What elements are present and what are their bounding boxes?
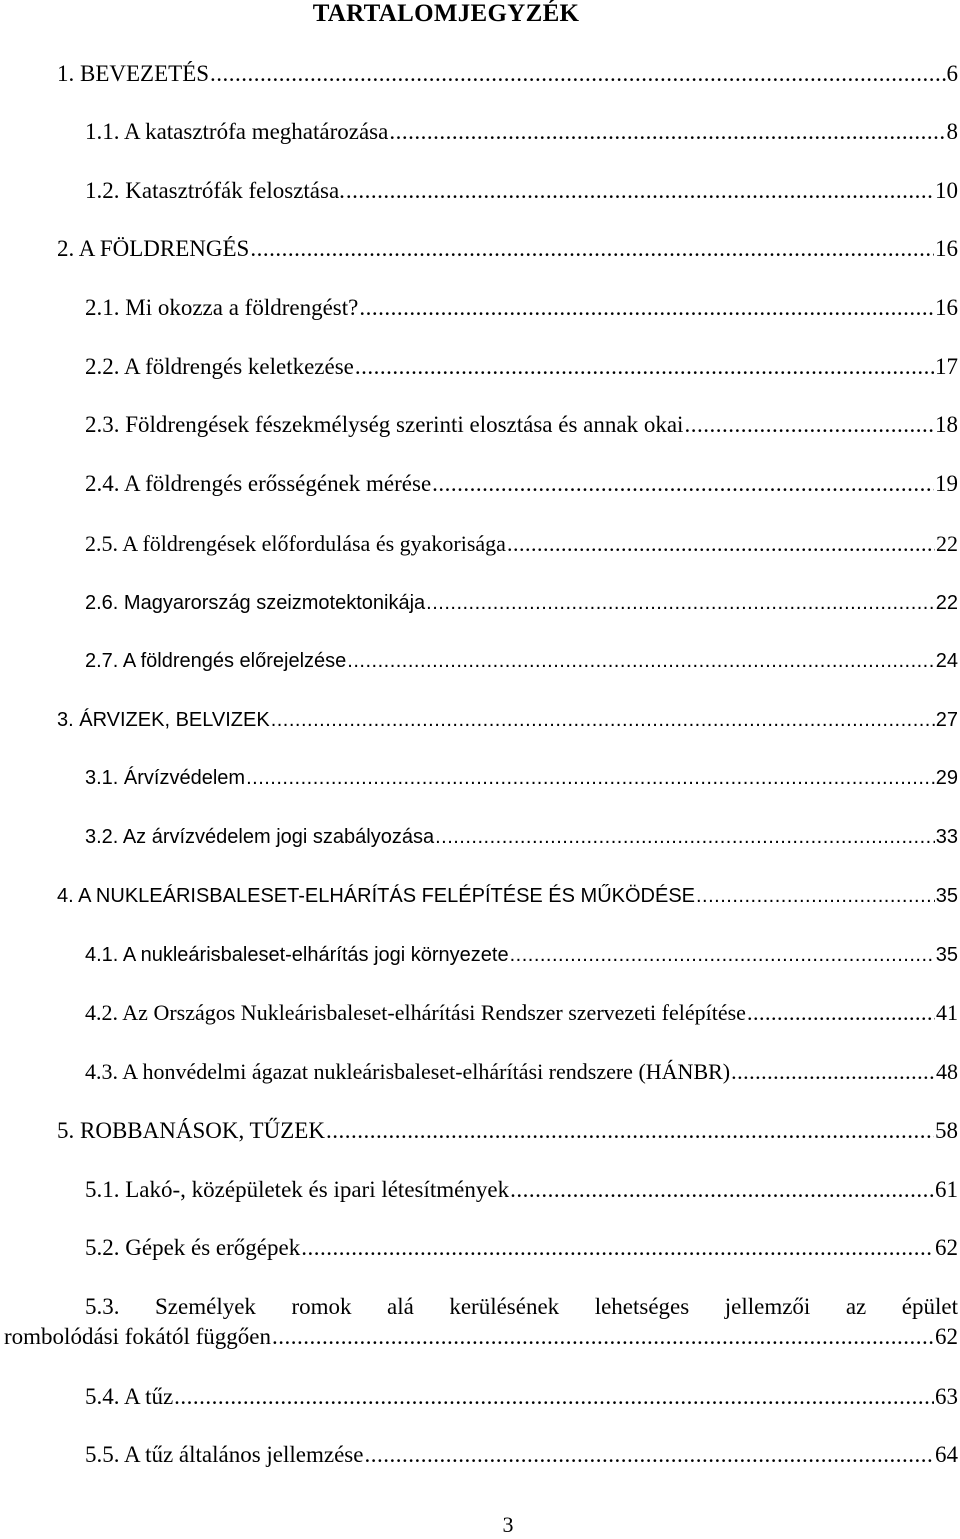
dot-leader xyxy=(364,1438,934,1472)
toc-entry-label: 3. ÁRVIZEK, BELVIZEK xyxy=(57,709,270,731)
dot-leader xyxy=(326,1114,934,1148)
toc-entry-3-2[interactable] xyxy=(85,820,958,854)
toc-entry-2-1[interactable] xyxy=(85,291,958,325)
toc-entry-5-4[interactable] xyxy=(85,1380,958,1414)
dot-leader xyxy=(507,527,935,561)
toc-entry-label: 2.7. A földrengés előrejelzése xyxy=(85,650,347,672)
toc-entry-3[interactable] xyxy=(57,703,958,737)
toc-entry-5-3-line2[interactable] xyxy=(4,1320,958,1354)
dot-leader xyxy=(684,408,934,442)
toc-entry-2-3[interactable] xyxy=(85,408,958,442)
toc-entry-1-1[interactable] xyxy=(85,115,958,149)
dot-leader xyxy=(250,232,934,266)
dot-leader xyxy=(432,467,934,501)
toc-entry-3-1[interactable] xyxy=(85,761,958,795)
toc-entry-label: 1.1. A katasztrófa meghatározása xyxy=(85,119,389,144)
toc-entry-4-3[interactable] xyxy=(85,1055,958,1089)
toc-entry-label: 2.2. A földrengés keletkezése xyxy=(85,354,354,379)
toc-entry-label: 2. A FÖLDRENGÉS xyxy=(57,236,250,261)
toc-entry-page: 64 xyxy=(935,1442,958,1467)
toc-entry-label: 5.2. Gépek és erőgépek xyxy=(85,1235,301,1260)
toc-entry-page: 19 xyxy=(935,471,958,496)
toc-entry-page: 35 xyxy=(935,944,958,966)
toc-entry-page: 35 xyxy=(935,885,958,907)
toc-entry-5-3-line1[interactable] xyxy=(85,1290,958,1324)
toc-entry-2-6[interactable] xyxy=(85,586,958,620)
dot-leader xyxy=(346,174,934,208)
toc-entry-page: 8 xyxy=(946,119,958,144)
toc-entry-2-4[interactable] xyxy=(85,467,958,501)
toc-entry-1-2[interactable] xyxy=(85,174,958,208)
toc-entry-word: Személyek xyxy=(155,1294,256,1319)
dot-leader xyxy=(389,115,945,149)
dot-leader xyxy=(510,938,935,972)
dot-leader xyxy=(426,586,935,620)
toc-entry-4[interactable] xyxy=(57,879,958,913)
toc-entry-5-2[interactable] xyxy=(85,1231,958,1265)
toc-entry-word: az xyxy=(845,1294,867,1319)
toc-entry-page: 62 xyxy=(935,1324,958,1349)
toc-entry-label: 4.2. Az Országos Nukleárisbaleset-elhárítási Rendszer szervezeti felépítése xyxy=(85,1000,746,1025)
toc-entry-page: 61 xyxy=(935,1177,958,1202)
toc-title: TARTALOMJEGYZÉK xyxy=(312,0,580,27)
dot-leader xyxy=(731,1055,935,1089)
dot-leader xyxy=(355,350,934,384)
toc-entry-label: 2.1. Mi okozza a földrengést? xyxy=(85,295,359,320)
dot-leader xyxy=(246,761,935,795)
toc-entry-4-1[interactable] xyxy=(85,938,958,972)
toc-entry-page: 33 xyxy=(935,826,958,848)
dot-leader xyxy=(210,57,945,91)
toc-entry-page: 18 xyxy=(935,412,958,437)
dot-leader xyxy=(272,1320,934,1354)
toc-entry-word: lehetséges xyxy=(594,1294,690,1319)
toc-entry-5-1[interactable] xyxy=(85,1173,958,1207)
dot-leader xyxy=(174,1380,934,1414)
dot-leader xyxy=(359,291,934,325)
toc-entry-label: 5.5. A tűz általános jellemzése xyxy=(85,1442,364,1467)
toc-entry-label: 4.3. A honvédelmi ágazat nukleárisbaleset-elhárítási rendszere (HÁNBR) xyxy=(85,1059,731,1084)
toc-entry-label: 2.4. A földrengés erősségének mérése xyxy=(85,471,432,496)
toc-entry-word: alá xyxy=(387,1294,414,1319)
toc-entry-page: 24 xyxy=(935,650,958,672)
dot-leader xyxy=(696,879,935,913)
toc-entry-page: 62 xyxy=(935,1235,958,1260)
toc-entry-label: 5. ROBBANÁSOK, TŰZEK xyxy=(57,1118,325,1143)
toc-entry-label: 3.1. Árvízvédelem xyxy=(85,767,246,789)
toc-entry-label: 2.6. Magyarország szeizmotektonikája xyxy=(85,592,426,614)
toc-entry-label: 4. A NUKLEÁRISBALESET-ELHÁRÍTÁS FELÉPÍTÉSE ÉS MŰKÖDÉSE xyxy=(57,885,695,907)
toc-entry-page: 16 xyxy=(935,236,958,261)
toc-entry-5-5[interactable] xyxy=(85,1438,958,1472)
toc-entry-label: 2.5. A földrengések előfordulása és gyakorisága xyxy=(85,531,506,556)
toc-entry-label: rombolódási fokától függően xyxy=(4,1324,272,1349)
toc-entry-page: 10 xyxy=(935,178,958,203)
toc-entry-label: 4.1. A nukleárisbaleset-elhárítás jogi környezete xyxy=(85,944,509,966)
toc-entry-label: 2.3. Földrengések fészekmélység szerinti elosztása és annak okai xyxy=(85,412,684,437)
toc-entry-page: 29 xyxy=(935,767,958,789)
toc-entry-label: 1. BEVEZETÉS xyxy=(57,61,210,86)
dot-leader xyxy=(347,644,934,678)
toc-entry-page: 63 xyxy=(935,1384,958,1409)
toc-entry-5[interactable] xyxy=(57,1114,958,1148)
toc-entry-word: kerülésének xyxy=(449,1294,560,1319)
toc-entry-label: 5.1. Lakó-, középületek és ipari létesítmények xyxy=(85,1177,510,1202)
dot-leader xyxy=(747,996,935,1030)
toc-entry-1[interactable] xyxy=(57,57,958,91)
toc-entry-page: 27 xyxy=(935,709,958,731)
page-number: 3 xyxy=(502,1512,514,1537)
toc-entry-label: 5.4. A tűz xyxy=(85,1384,174,1409)
toc-entry-word: romok xyxy=(291,1294,352,1319)
toc-entry-page: 22 xyxy=(935,592,958,614)
toc-entry-2-5[interactable] xyxy=(85,527,958,561)
toc-entry-2-7[interactable] xyxy=(85,644,958,678)
toc-entry-word: 5.3. xyxy=(85,1294,120,1319)
toc-entry-page: 48 xyxy=(936,1059,958,1084)
toc-entry-page: 16 xyxy=(935,295,958,320)
toc-entry-label: 1.2. Katasztrófák felosztása. xyxy=(85,178,345,203)
toc-entry-label: 3.2. Az árvízvédelem jogi szabályozása xyxy=(85,826,435,848)
toc-entry-4-2[interactable] xyxy=(85,996,958,1030)
toc-entry-page: 58 xyxy=(935,1118,958,1143)
toc-entry-page: 17 xyxy=(935,354,958,379)
toc-entry-2[interactable] xyxy=(57,232,958,266)
dot-leader xyxy=(271,703,935,737)
dot-leader xyxy=(435,820,935,854)
toc-entry-word: jellemzői xyxy=(724,1294,811,1319)
toc-entry-page: 6 xyxy=(946,61,958,86)
dot-leader xyxy=(510,1173,934,1207)
toc-entry-page: 22 xyxy=(936,531,958,556)
toc-entry-word: épület xyxy=(901,1294,958,1319)
dot-leader xyxy=(301,1231,934,1265)
toc-entry-page: 41 xyxy=(936,1000,958,1025)
toc-entry-2-2[interactable] xyxy=(85,350,958,384)
